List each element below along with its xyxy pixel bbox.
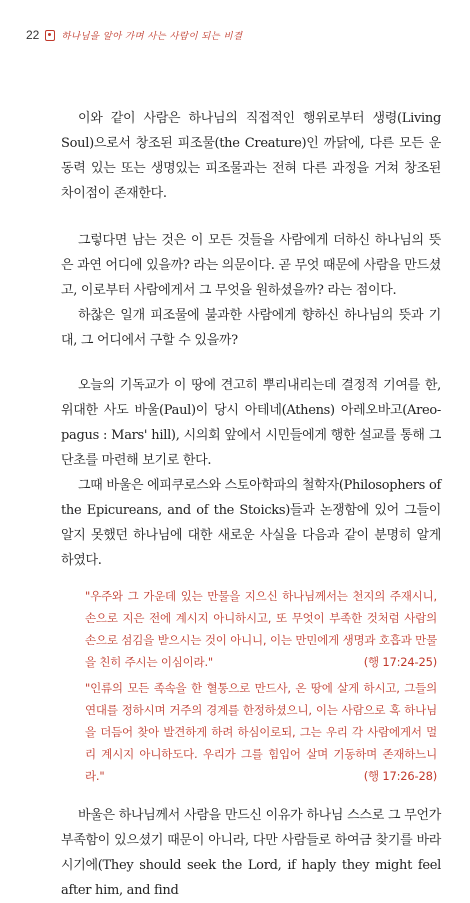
paragraph-1: 이와 같이 사람은 하나님의 직접적인 행위로부터 생령(Living Soul)으로서 창조된 피조물(the Creature)인 까닭에, 다른 모든 운동력 있는 또는 생명있는 피조물과는 전혀 다른 과정을 거쳐 창조된 차이점이 존재한다. (61, 111, 441, 201)
page-number: 22 (26, 28, 40, 42)
scripture-quote-2 (85, 677, 437, 787)
scripture-quote-1 (85, 585, 437, 673)
page-body (61, 106, 441, 903)
paragraph-5: 그때 바울은 에피쿠로스와 스토아학파의 철학자(Philosophers of the Epicureans, and of the Stoicks)들과 논쟁함에 있어 그들이 알지 못했던 하나님에 대한 새로운 사실을 다음과 같이 분명히 알게 하였다. (61, 478, 441, 568)
quote-2-reference: (행 17:26-28) (363, 769, 437, 783)
quote-1-text: "우주와 그 가운데 있는 만물을 지으신 하나님께서는 천지의 주재시니, 손으로 지은 전에 계시지 아니하시고, 또 무엇이 부족한 것처럼 사람의 손으로 섬김을 받으시는 것이 아니니, 이는 만민에게 생명과 호흡과 만물을 친히 주시는 이심이라." (85, 589, 437, 669)
running-title: 하나님을 알아 가며 사는 사람이 되는 비결 (61, 31, 243, 42)
paragraph-4: 오늘의 기독교가 이 땅에 견고히 뿌리내리는데 결정적 기여를 한, 위대한 사도 바울(Paul)이 당시 아테네(Athens) 아레오바고(Areo- pagus : Mars' hill), 시의회 앞에서 시민들에게 행한 설교를 통해 그 단초를 마련해 보기로 한다. (61, 378, 441, 468)
scripture-quote-block (85, 585, 437, 787)
paragraph-6: 바울은 하나님께서 사람을 만드신 이유가 하나님 스스로 그 무언가 부족함이 있으셨기 때문이 아니라, 다만 사람들로 하여금 찾기를 바라시기에(They should seek the Lord, if haply they might feel after him, and find (61, 808, 441, 898)
quote-2-text: "인류의 모든 족속을 한 혈통으로 만드사, 온 땅에 살게 하시고, 그들의 연대를 정하시며 거주의 경계를 한정하셨으니, 이는 사람으로 혹 하나님을 더듬어 찾아 발견하게 하려 하심이로되, 그는 우리 각 사람에게서 멀리 계시지 아니하도다. 우리가 그를 힘입어 살며 기동하며 존재하느니라." (85, 681, 437, 783)
page-header (26, 28, 242, 42)
quote-1-reference: (행 17:24-25) (363, 655, 437, 669)
book-logo-icon (45, 30, 55, 41)
paragraph-2: 그렇다면 남는 것은 이 모든 것들을 사람에게 더하신 하나님의 뜻은 과연 어디에 있을까? 라는 의문이다. 곧 무엇 때문에 사람을 만드셨고, 이로부터 사람에게서 그 무엇을 원하셨을까? 라는 점이다. (61, 233, 441, 298)
paragraph-3: 하찮은 일개 피조물에 불과한 사람에게 향하신 하나님의 뜻과 기대, 그 어디에서 구할 수 있을까? (61, 308, 441, 348)
